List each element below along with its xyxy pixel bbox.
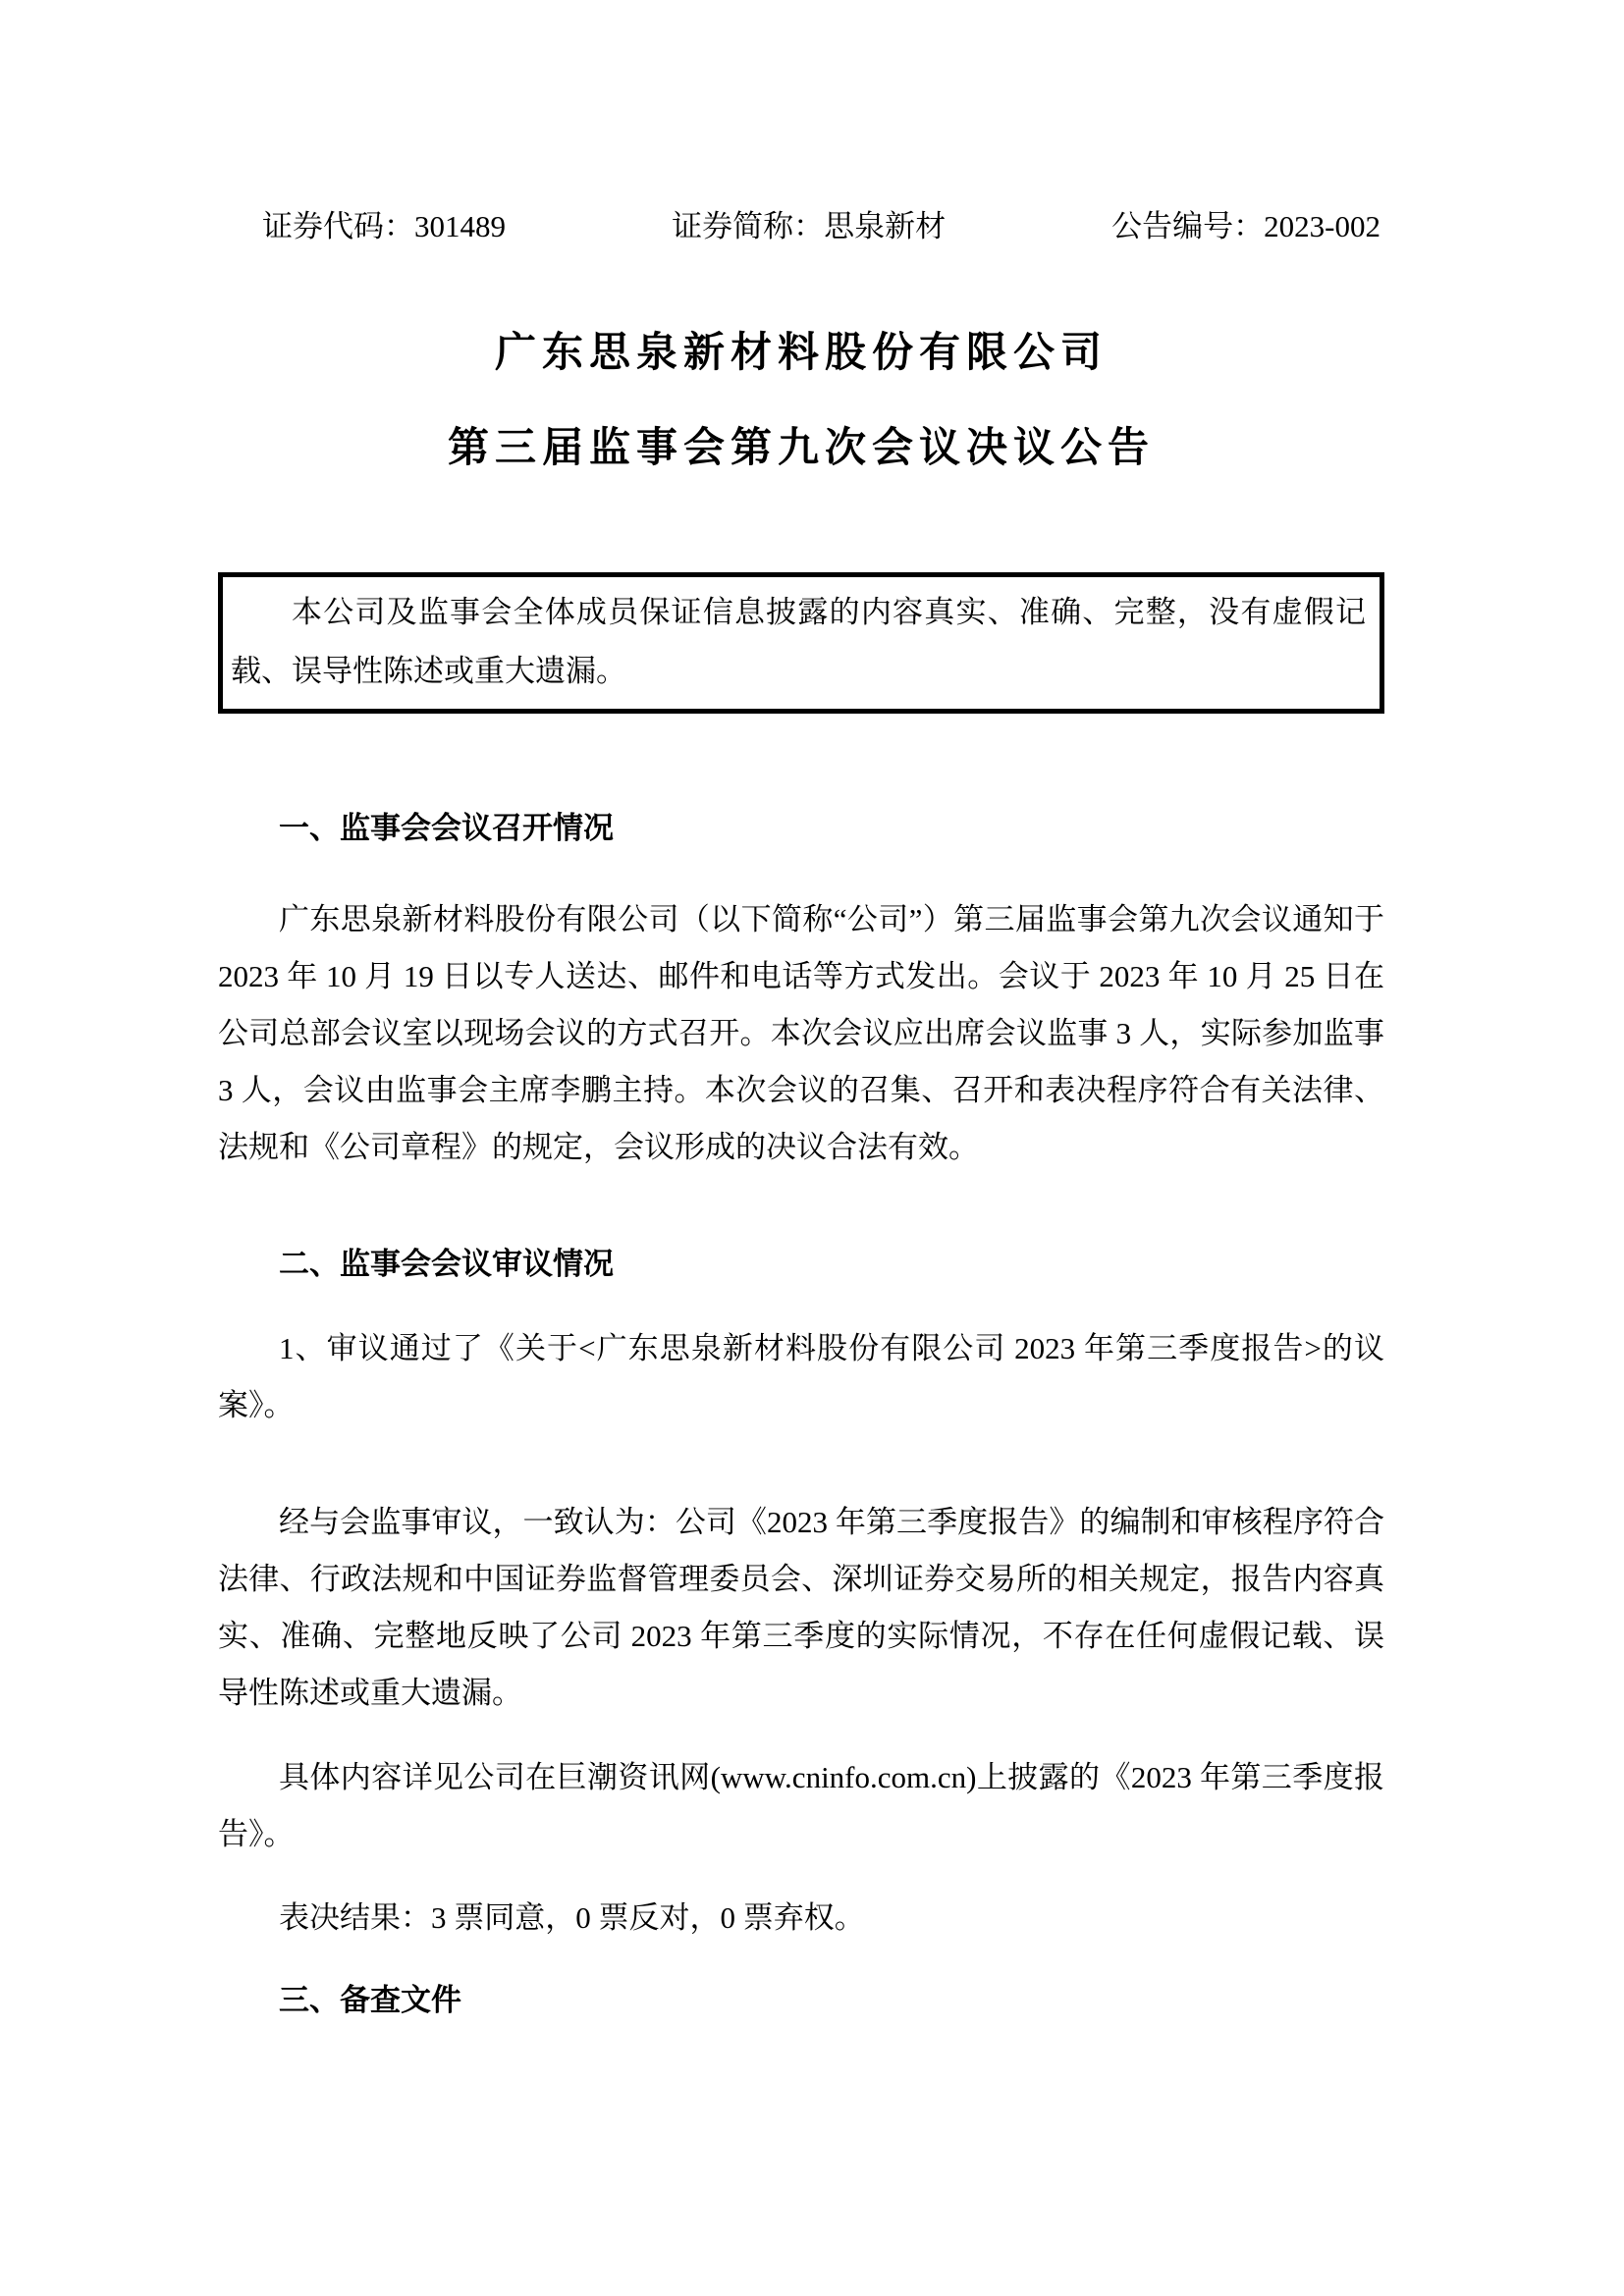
section-1-heading: 一、监事会会议召开情况 [279,811,614,845]
section-2-paragraph-4: 表决结果：3 票同意，0 票反对，0 票弃权。 [279,1900,865,1935]
meeting-resolution-title: 第三届监事会第九次会议决议公告 [447,426,1155,471]
section-3-heading: 三、备查文件 [279,1983,461,2017]
document-header [218,198,1384,255]
section-2-heading: 二、监事会会议审议情况 [279,1247,614,1281]
section-1-paragraph-1: 广东思泉新材料股份有限公司（以下简称“公司”）第三届监事会第九次会议通知于 2023 年 10 月 19 日以专人送达、邮件和电话等方式发出。会议于 2023 年 10 月 25 日在公司总部会议室以现场会议的方式召开。本次会议应出席会议监事 3 人，实际参加监事 3 人，会议由监事会主席李鹏主持。本次会议的召集、召开和表决程序符合有关法律、法规和《公司章程》的规定，会议形成的决议合法有效。 [218,902,1384,1164]
company-name-title: 广东思泉新材料股份有限公司 [494,331,1108,376]
section-2-paragraph-1: 1、审议通过了《关于<广东思泉新材料股份有限公司 2023 年第三季度报告>的议案》。 [218,1331,1384,1422]
disclaimer-box [218,572,1384,714]
disclaimer-text: 本公司及监事会全体成员保证信息披露的内容真实、准确、完整，没有虚假记载、误导性陈述或重大遗漏。 [231,595,1366,688]
section-2-paragraph-2: 经与会监事审议，一致认为：公司《2023 年第三季度报告》的编制和审核程序符合法律、行政法规和中国证券监督管理委员会、深圳证券交易所的相关规定，报告内容真实、准确、完整地反映了公司 2023 年第三季度的实际情况，不存在任何虚假记载、误导性陈述或重大遗漏。 [218,1505,1384,1710]
stock-code: 证券代码：301489 [262,209,506,243]
announcement-number: 公告编号：2023-002 [1111,209,1380,243]
section-2-paragraph-3: 具体内容详见公司在巨潮资讯网(www.cninfo.com.cn)上披露的《2023 年第三季度报告》。 [218,1760,1384,1851]
stock-short-name: 证券简称：思泉新材 [672,209,947,243]
